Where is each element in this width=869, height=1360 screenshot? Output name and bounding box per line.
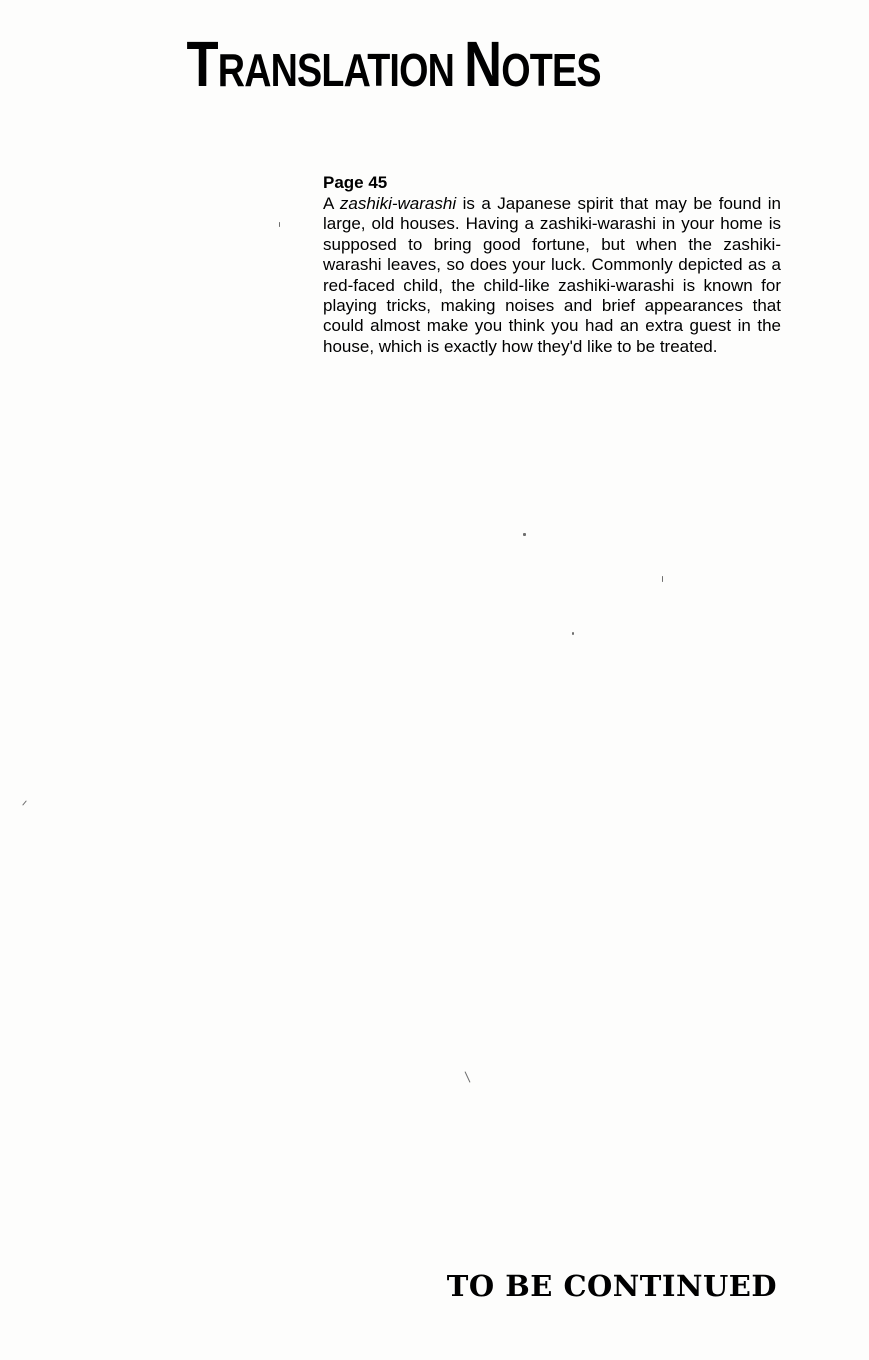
paper-speck [662,576,663,582]
note-heading: Page 45 [323,173,388,192]
note-term: zashiki-warashi [339,194,457,213]
paper-speck [22,800,27,805]
page-title [0,30,787,105]
title-word-rest: RANSLATION [217,44,455,96]
paper-speck [523,533,526,536]
title-space [454,44,464,97]
title-word-rest: OTES [501,44,601,96]
note-body-prefix: A [323,194,340,213]
note-body [323,194,781,357]
translation-note [323,172,781,357]
to-be-continued-label: TO BE CONTINUED [446,1269,777,1303]
paper-speck [465,1071,471,1082]
title-initial: T [186,28,218,100]
paper-speck [279,222,280,227]
paper-speck [572,632,574,635]
title-initial: N [464,28,502,100]
note-body-text: is a Japanese spirit that may be found in large, old houses. Having a zashiki-warashi in your home is supposed to bring good fortune, but when the zashiki-warashi leaves, so does your luck. Commonly depicted as a red-faced child, the child-like zashiki-warashi is known for playing tricks, making noises and brief appearances that could almost make you think you had an extra guest in the house, which is exactly how they'd like to be treated. [323,194,781,356]
